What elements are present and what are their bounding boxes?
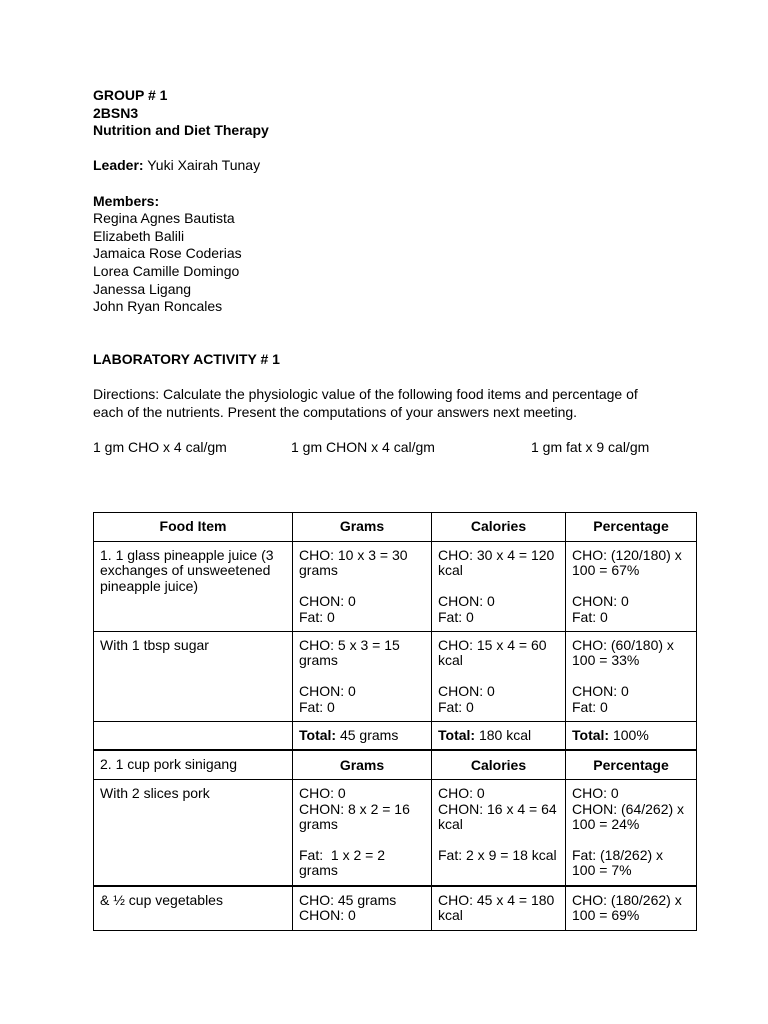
cell-text: CHO: 0 [572, 785, 619, 802]
section-header-row [94, 750, 697, 780]
member-name: Regina Agnes Bautista [93, 210, 235, 227]
cell-text: CHO: 0 [438, 785, 485, 802]
food-cell-empty [94, 722, 293, 751]
cell-text: CHO: (60/180) x [572, 637, 674, 654]
activity-title: LABORATORY ACTIVITY # 1 [93, 350, 280, 367]
cell-text: pineapple juice) [100, 577, 199, 594]
cell-text: CHON: 16 x 4 = 64 [438, 800, 557, 817]
table-row [94, 542, 697, 632]
cell-text: CHO: 10 x 3 = 30 [299, 547, 408, 563]
table-row [94, 632, 697, 722]
cell-text: kcal [438, 562, 463, 579]
header-calories: Calories [432, 750, 566, 780]
calories-cell [432, 780, 566, 886]
table-row [94, 886, 697, 930]
cell-text: CHON: 0 [572, 683, 629, 700]
cell-text: CHO: 0 [299, 785, 346, 802]
section-food-title: 2. 1 cup pork sinigang [94, 750, 293, 780]
header-grams: Grams [293, 513, 432, 542]
conversion-formulas [93, 439, 703, 457]
course-title: Nutrition and Diet Therapy [93, 122, 269, 139]
chon-formula: 1 gm CHON x 4 cal/gm [291, 438, 435, 455]
grams-cell [293, 886, 432, 930]
percentage-cell [566, 632, 697, 722]
grams-cell [293, 632, 432, 722]
header-food-item: Food Item [94, 513, 293, 542]
cell-text: 100 = 7% [572, 862, 632, 879]
total-grams-cell [293, 722, 432, 751]
total-calories: 180 kcal [475, 727, 532, 744]
header-grams: Grams [293, 750, 432, 780]
cell-text: Fat: 0 [572, 698, 608, 715]
cell-text: & ½ cup vegetables [100, 891, 223, 908]
cell-text: Fat: 0 [438, 608, 474, 625]
cell-text: kcal [438, 816, 463, 833]
leader-line [93, 157, 703, 175]
directions-line-1: Directions: Calculate the physiologic value of the following food items and percentage of [93, 386, 638, 403]
food-cell [94, 780, 293, 886]
total-calories-cell [432, 722, 566, 751]
cell-text: CHON: (64/262) x [572, 800, 685, 817]
cell-text: CHON: 0 [572, 593, 629, 610]
cell-text: grams [299, 652, 338, 669]
total-row [94, 722, 697, 751]
cell-text: Fat: 0 [438, 698, 474, 715]
food-cell [94, 542, 293, 632]
cell-text: Fat: 1 x 2 = 2 [299, 847, 385, 864]
cho-formula: 1 gm CHO x 4 cal/gm [93, 438, 227, 455]
cell-text: 100 = 33% [572, 652, 640, 669]
percentage-cell [566, 886, 697, 930]
member-name: Lorea Camille Domingo [93, 262, 240, 279]
cell-text: 100 = 24% [572, 816, 640, 833]
header-calories: Calories [432, 513, 566, 542]
calories-cell [432, 886, 566, 930]
cell-text: CHO: (180/262) x [572, 891, 682, 908]
cell-text: 1. 1 glass pineapple juice (3 [100, 547, 274, 563]
cell-text: CHO: 30 x 4 = 120 [438, 547, 555, 563]
cell-text: CHON: 0 [299, 907, 356, 924]
grams-cell [293, 780, 432, 886]
cell-text: CHON: 8 x 2 = 16 [299, 800, 410, 817]
cell-text: Fat: (18/262) x [572, 847, 664, 864]
members-label: Members: [93, 192, 160, 209]
fat-formula: 1 gm fat x 9 cal/gm [531, 438, 650, 455]
table-row [94, 780, 697, 886]
cell-text: CHO: 45 x 4 = 180 [438, 891, 555, 908]
calories-cell [432, 542, 566, 632]
cell-text: CHO: 5 x 3 = 15 [299, 637, 400, 654]
leader-name: Yuki Xairah Tunay [147, 157, 261, 174]
percentage-cell [566, 780, 697, 886]
cell-text: 100 = 67% [572, 562, 640, 579]
cell-text: With 2 slices pork [100, 785, 210, 802]
member-name: Janessa Ligang [93, 280, 192, 297]
cell-text: CHON: 0 [438, 593, 495, 610]
member-name: Jamaica Rose Coderias [93, 245, 242, 262]
cell-text: grams [299, 862, 338, 879]
cell-text: kcal [438, 652, 463, 669]
nutrient-table [93, 512, 697, 931]
document-body [93, 87, 703, 457]
cell-text: 100 = 69% [572, 907, 640, 924]
cell-text: CHO: (120/180) x [572, 547, 682, 563]
calories-cell [432, 632, 566, 722]
total-percentage: 100% [609, 727, 649, 744]
cell-text: CHO: 45 grams [299, 891, 397, 908]
cell-text: Fat: 2 x 9 = 18 kcal [438, 847, 557, 864]
member-name: John Ryan Roncales [93, 298, 223, 315]
leader-label: Leader: [93, 157, 144, 174]
food-cell [94, 632, 293, 722]
directions-line-2: each of the nutrients. Present the computations of your answers next meeting. [93, 403, 578, 420]
cell-text: Fat: 0 [299, 608, 335, 625]
total-grams: 45 grams [336, 727, 399, 744]
percentage-cell [566, 542, 697, 632]
cell-text: kcal [438, 907, 463, 924]
header-percentage: Percentage [566, 513, 697, 542]
total-percentage-cell [566, 722, 697, 751]
header-percentage: Percentage [566, 750, 697, 780]
table-header-row [94, 513, 697, 542]
group-number: GROUP # 1 [93, 87, 168, 103]
member-name: Elizabeth Balili [93, 227, 185, 244]
total-label: Total: [299, 727, 337, 744]
cell-text: CHON: 0 [438, 683, 495, 700]
total-label: Total: [438, 727, 476, 744]
section-code: 2BSN3 [93, 104, 139, 121]
cell-text: Fat: 0 [299, 698, 335, 715]
grams-cell [293, 542, 432, 632]
cell-text: exchanges of unsweetened [100, 562, 271, 579]
cell-text: CHON: 0 [299, 683, 356, 700]
cell-text: grams [299, 816, 338, 833]
cell-text: CHON: 0 [299, 593, 356, 610]
total-label: Total: [572, 727, 610, 744]
food-cell [94, 886, 293, 930]
cell-text: grams [299, 562, 338, 579]
cell-text: CHO: 15 x 4 = 60 [438, 637, 547, 654]
cell-text: Fat: 0 [572, 608, 608, 625]
cell-text: With 1 tbsp sugar [100, 637, 209, 654]
